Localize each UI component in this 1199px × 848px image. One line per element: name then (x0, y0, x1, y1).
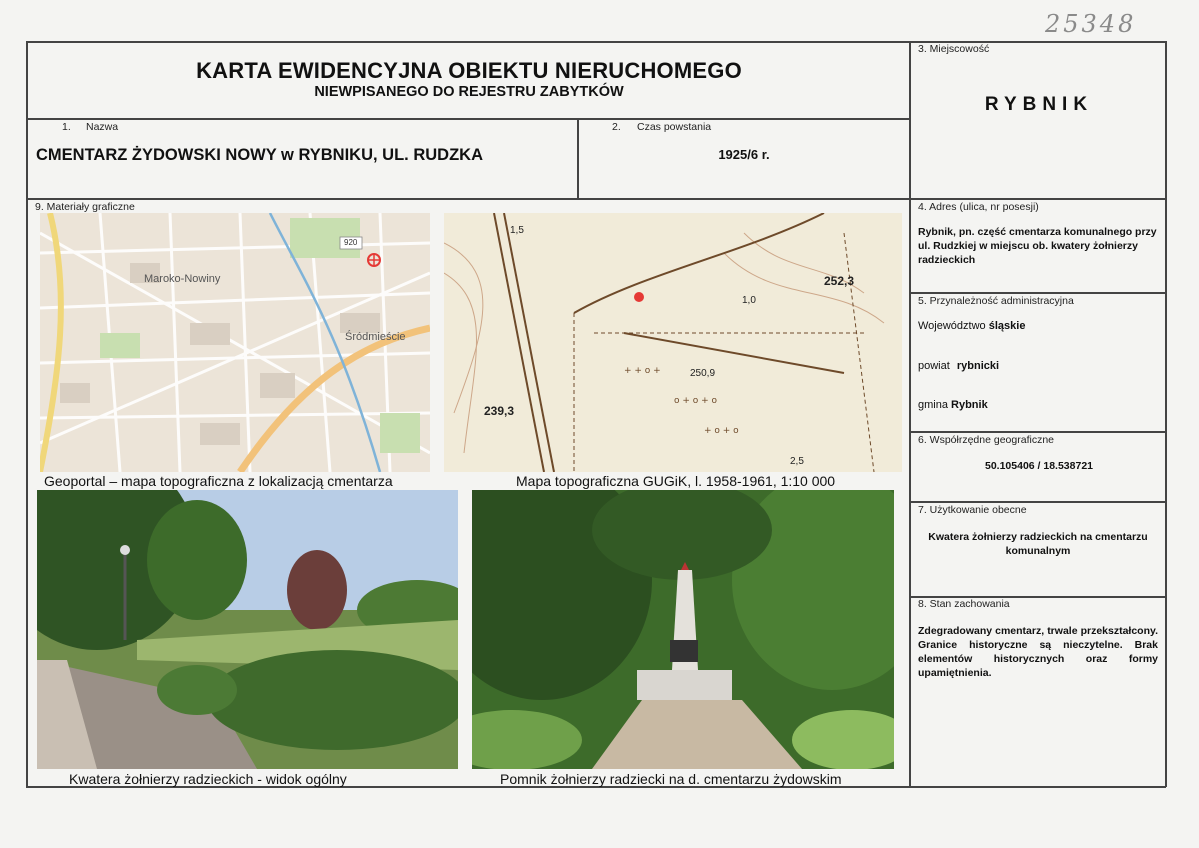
handwritten-record-number: 25348 (1045, 10, 1137, 38)
coords-value: 50.105406 / 18.538721 (984, 460, 1094, 472)
photo-general-view (37, 490, 458, 769)
created-value: 1925/6 r. (718, 147, 770, 162)
map2-caption: Mapa topograficzna GUGiK, l. 1958-1961, 1:10 000 (516, 473, 836, 489)
locality-value: RYBNIK (984, 94, 1094, 115)
condition-label: 8. Stan zachowania (918, 598, 1010, 610)
object-name: CMENTARZ ŻYDOWSKI NOWY w RYBNIKU, UL. RUDZKA (36, 146, 484, 164)
admin-county (918, 360, 999, 372)
coords-label: 6. Współrzędne geograficzne (918, 434, 1054, 446)
map2-height-4: 2,5 (790, 456, 804, 467)
divider-r2 (909, 431, 1166, 433)
map1-caption: Geoportal – mapa topograficzna z lokalizacją cmentarza (44, 473, 393, 489)
divider-name-row (26, 198, 1166, 200)
divider-r1 (909, 292, 1166, 294)
map2-height-2: 250,9 (690, 368, 716, 379)
map2-height-3: 239,3 (484, 404, 515, 418)
frame-left (26, 41, 28, 787)
frame-right (1165, 41, 1167, 787)
county-value: rybnicki (956, 360, 1000, 372)
commune-prefix: gmina (918, 399, 948, 411)
address-value: Rybnik, pn. część cmentarza komunalnego przy ul. Rudzkiej w miejscu ob. kwatery żołnierzy radzieckich (918, 226, 1157, 266)
map1-district-label: Maroko-Nowiny (144, 273, 221, 285)
commune-value: Rybnik (951, 399, 988, 411)
photo-monument (472, 490, 894, 769)
photo1-caption: Kwatera żołnierzy radzieckich - widok ogólny (69, 771, 347, 787)
card-subtitle: NIEWPISANEGO DO REJESTRU ZABYTKÓW (314, 84, 624, 100)
usage-value: Kwatera żołnierzy radzieckich na cmentarzu komunalnym (928, 531, 1148, 557)
county-prefix: powiat (918, 360, 950, 372)
name-label: Nazwa (86, 121, 119, 133)
svg-text:+ o + o: + o + o (704, 426, 739, 436)
map1-road-number: 920 (344, 238, 358, 247)
created-label: Czas powstania (637, 121, 712, 133)
divider-r3 (909, 501, 1166, 503)
admin-label: 5. Przynależność administracyjna (918, 295, 1074, 307)
map2-height-6: 1,5 (510, 225, 524, 236)
map1-district2-label: Śródmieście (345, 331, 406, 343)
frame-top (26, 41, 1166, 43)
condition-value: Zdegradowany cmentarz, trwale przekształcony. Granice historyczne są nieczytelne. Brak elementów historycznych oraz formy upamiętnienia. (918, 625, 1158, 679)
svg-text:o + o + o: o + o + o (674, 396, 718, 406)
voivodeship-prefix: Województwo (918, 320, 986, 332)
locality-label: 3. Miejscowość (918, 43, 990, 55)
voivodeship-value: śląskie (988, 320, 1026, 332)
map2-height-5: 1,0 (742, 295, 756, 306)
svg-text:+ + o +: + + o + (624, 366, 661, 376)
photo2-caption: Pomnik żołnierzy radziecki na d. cmentarzu żydowskim (500, 771, 842, 787)
usage-label: 7. Użytkowanie obecne (918, 504, 1027, 516)
divider-title (26, 118, 910, 120)
geoportal-map (40, 213, 430, 472)
topographic-map (444, 213, 902, 472)
admin-commune (918, 399, 988, 411)
map2-height-1: 252,3 (824, 274, 855, 288)
graphics-label: 9. Materiały graficzne (35, 201, 135, 213)
admin-voivodeship (918, 320, 1025, 332)
divider-name-date (577, 118, 579, 199)
divider-right-column (909, 41, 911, 787)
card-title: KARTA EWIDENCYJNA OBIEKTU NIERUCHOMEGO (196, 58, 742, 83)
name-number: 1. (62, 121, 71, 133)
created-number: 2. (612, 121, 621, 133)
address-label: 4. Adres (ulica, nr posesji) (918, 201, 1039, 213)
